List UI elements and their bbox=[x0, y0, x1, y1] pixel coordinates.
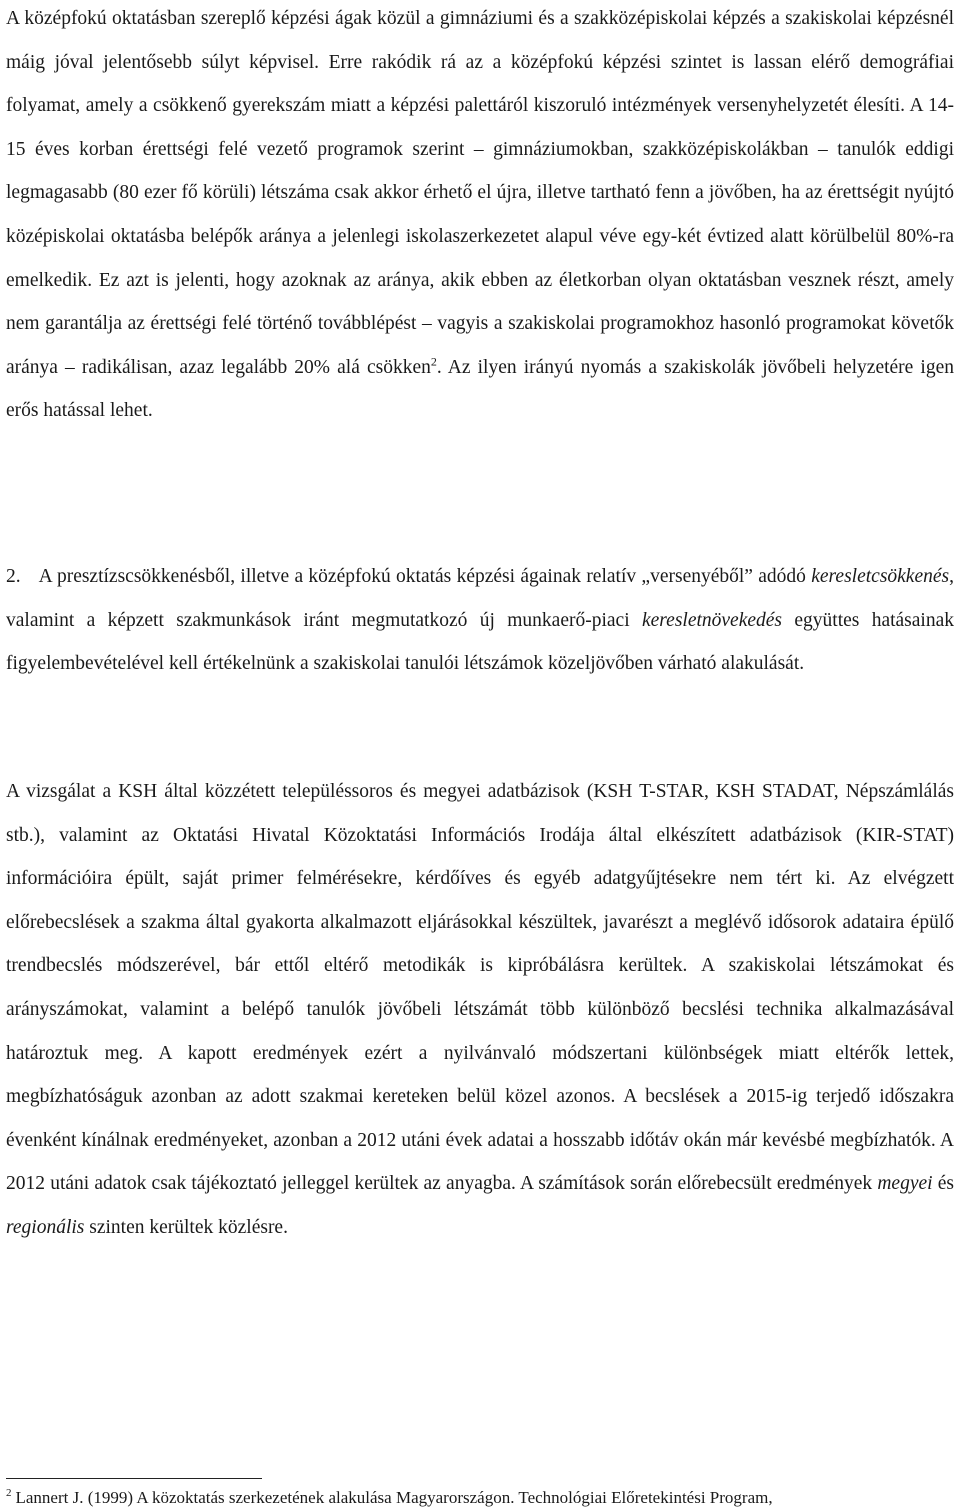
paragraph-3-text-b: és bbox=[932, 1173, 954, 1195]
footnote bbox=[6, 1488, 954, 1508]
paragraph-3-text-a: A vizsgálat a KSH által közzétett településsoros és megyei adatbázisok (KSH T-STAR, KSH STADAT, Népszámlálás stb.), valamint az Oktatási Hivatal Közoktatási Információs Irodája által elkészített adatbázisok (KIR-STAT) információira épült, saját primer felmérésekre, kérdőíves és egyéb adatgyűjtésekre nem tért ki. Az elvégzett előrebecslések a szakma által gyakorta alkalmazott eljárásokkal készültek, javarészt a meglévő idősorok adataira épülő trendbecslés módszerével, bár ettől eltérő metodikák is kipróbálásra kerültek. A szakiskolai létszámokat és arányszámokat, valamint a belépő tanulók jövőbeli létszámát több különböző becslési technika alkalmazásával határoztuk meg. A kapott eredmények ezért a nyilvánvaló módszertani különbségek miatt eltérők lettek, megbízhatóságuk azonban az adott szakmai kereteken belül közel azonos. A becslések a 2015-ig terjedő időszakra évenként kínálnak eredményeket, azonban a 2012 utáni évek adatai a hosszabb időtáv okán már kevésbé megbízhatók. A 2012 utáni adatok csak tájékoztató jelleggel kerültek az anyagba. A számítások során előrebecsült eredmények bbox=[6, 781, 954, 1195]
footnote-text: Lannert J. (1999) A közoktatás szerkezetének alakulása Magyarországon. Technológiai Előretekintési Program, bbox=[15, 1488, 773, 1507]
footnote-reference[interactable]: 2 bbox=[430, 354, 437, 369]
paragraph-1-text: A középfokú oktatásban szereplő képzési ágak közül a gimnáziumi és a szakközépiskolai képzés a szakiskolai képzésnél máig jóval jelentősebb súlyt képvisel. Erre rakódik rá az a középfokú képzési szintet is lassan elérő demográfiai folyamat, amely a csökkenő gyerekszám miatt a képzési palettáról kiszoruló intézmények versenyhelyzetét élesíti. A 14-15 éves korban érettségi felé vezető programok szerint – gimnáziumokban, szakközépiskolákban – tanulók eddigi legmagasabb (80 ezer fő körüli) létszáma csak akkor érhető el újra, illetve tartható fenn a jövőben, ha az érettségit nyújtó középiskolai oktatásba belépők aránya a jelenlegi iskolaszerkezetet alapul véve egy-két évtized alatt körülbelül 80%-ra emelkedik. Ez azt is jelenti, hogy azoknak az aránya, akik ebben az életkorban olyan oktatásban vesznek részt, amely nem garantálja az érettségi felé történő továbblépést – vagyis a szakiskolai programokhoz hasonló programokat követők aránya – radikálisan, azaz legalább 20% alá csökken bbox=[6, 8, 954, 378]
footnote-marker: 2 bbox=[6, 1487, 12, 1500]
paragraph-2-text-c: együttes hatásainak figyelembevételével kell értékelnünk a szakiskolai tanulói létszámok közeljövőben várható alakulását. bbox=[6, 609, 955, 675]
italic-term-keresletnovekedes: keresletnövekedés bbox=[641, 609, 783, 631]
paragraph-demography bbox=[6, 0, 954, 433]
paragraph-number: 2. bbox=[6, 566, 21, 587]
paragraph-1-text-end: . Az ilyen irányú nyomás a szakiskolák jövőbeli helyzetére igen erős hatással lehet. bbox=[6, 356, 954, 422]
paragraph-methodology bbox=[6, 770, 954, 1250]
footnote-separator bbox=[6, 1478, 262, 1479]
paragraph-numbered-2 bbox=[6, 555, 954, 686]
italic-term-keresletcsokkenes: keresletcsökkenés bbox=[811, 566, 950, 587]
paragraph-2-text-a: A presztízscsökkenésből, illetve a középfokú oktatás képzési ágainak relatív „versenyéből” adódó bbox=[38, 566, 812, 587]
italic-term-megyei: megyei bbox=[877, 1173, 933, 1195]
paragraph-2-text-b: , valamint a képzett szakmunkások iránt megmutatkozó új munkaerő-piaci bbox=[6, 566, 954, 631]
italic-term-regionalis: regionális bbox=[6, 1216, 85, 1238]
paragraph-3-text-c: szinten kerültek közlésre. bbox=[84, 1216, 288, 1238]
